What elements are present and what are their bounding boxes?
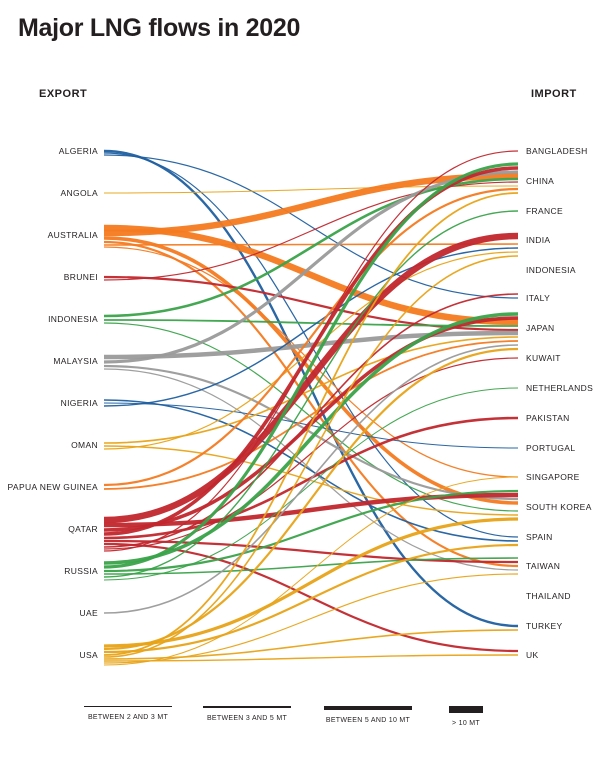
importer-label: ITALY — [526, 292, 551, 303]
flow-ribbon — [104, 228, 518, 322]
legend-label: BETWEEN 2 AND 3 MT — [87, 714, 169, 722]
legend-rule — [84, 706, 172, 707]
importer-label: SINGAPORE — [526, 471, 580, 482]
exporter-label: QATAR — [68, 523, 98, 534]
importer-label: TAIWAN — [526, 560, 561, 571]
exporter-label: USA — [79, 649, 98, 660]
legend-label: BETWEEN 5 AND 10 MT — [325, 716, 411, 724]
legend-rule — [203, 706, 291, 708]
exporter-label: OMAN — [71, 439, 98, 450]
legend-item — [318, 706, 418, 724]
legend — [0, 706, 600, 756]
importer-label: PORTUGAL — [526, 442, 576, 453]
exporter-label: ANGOLA — [60, 187, 98, 198]
exporter-label: RUSSIA — [64, 565, 98, 576]
legend-label: BETWEEN 3 AND 5 MT — [206, 715, 288, 723]
legend-item — [416, 706, 516, 727]
importer-label: FRANCE — [526, 205, 564, 216]
legend-item — [78, 706, 178, 721]
exporter-label: UAE — [79, 607, 98, 618]
exporter-label: PAPUA NEW GUINEA — [7, 481, 98, 492]
flow-ribbon — [104, 574, 518, 663]
importer-label: INDONESIA — [526, 264, 576, 275]
importer-label: SOUTH KOREA — [526, 501, 592, 512]
importer-label: UK — [526, 649, 539, 660]
legend-rule — [324, 706, 412, 710]
importer-label: BANGLADESH — [526, 145, 588, 156]
flow-ribbon — [104, 519, 518, 646]
legend-item — [197, 706, 297, 722]
importer-label: NETHERLANDS — [526, 382, 594, 393]
importer-label: KUWAIT — [526, 352, 561, 363]
import-column-header: IMPORT — [531, 88, 577, 100]
importer-label: PAKISTAN — [526, 412, 570, 423]
importer-label: JAPAN — [526, 322, 555, 333]
exporter-label: INDONESIA — [48, 313, 98, 324]
legend-rule — [449, 706, 483, 713]
importer-label: INDIA — [526, 234, 551, 245]
exporter-label: AUSTRALIA — [47, 229, 98, 240]
page-title: Major LNG flows in 2020 — [18, 14, 301, 42]
exporter-label: ALGERIA — [58, 145, 98, 156]
legend-label: > 10 MT — [452, 719, 480, 727]
exporter-label: BRUNEI — [63, 271, 98, 282]
export-column-header: EXPORT — [39, 88, 88, 100]
importer-label: TURKEY — [526, 620, 563, 631]
importer-label: SPAIN — [526, 531, 553, 542]
exporter-label: NIGERIA — [60, 397, 98, 408]
flow-ribbon — [104, 186, 518, 193]
importer-label: THAILAND — [526, 590, 571, 601]
exporter-label: MALAYSIA — [53, 355, 98, 366]
importer-label: CHINA — [526, 175, 555, 186]
